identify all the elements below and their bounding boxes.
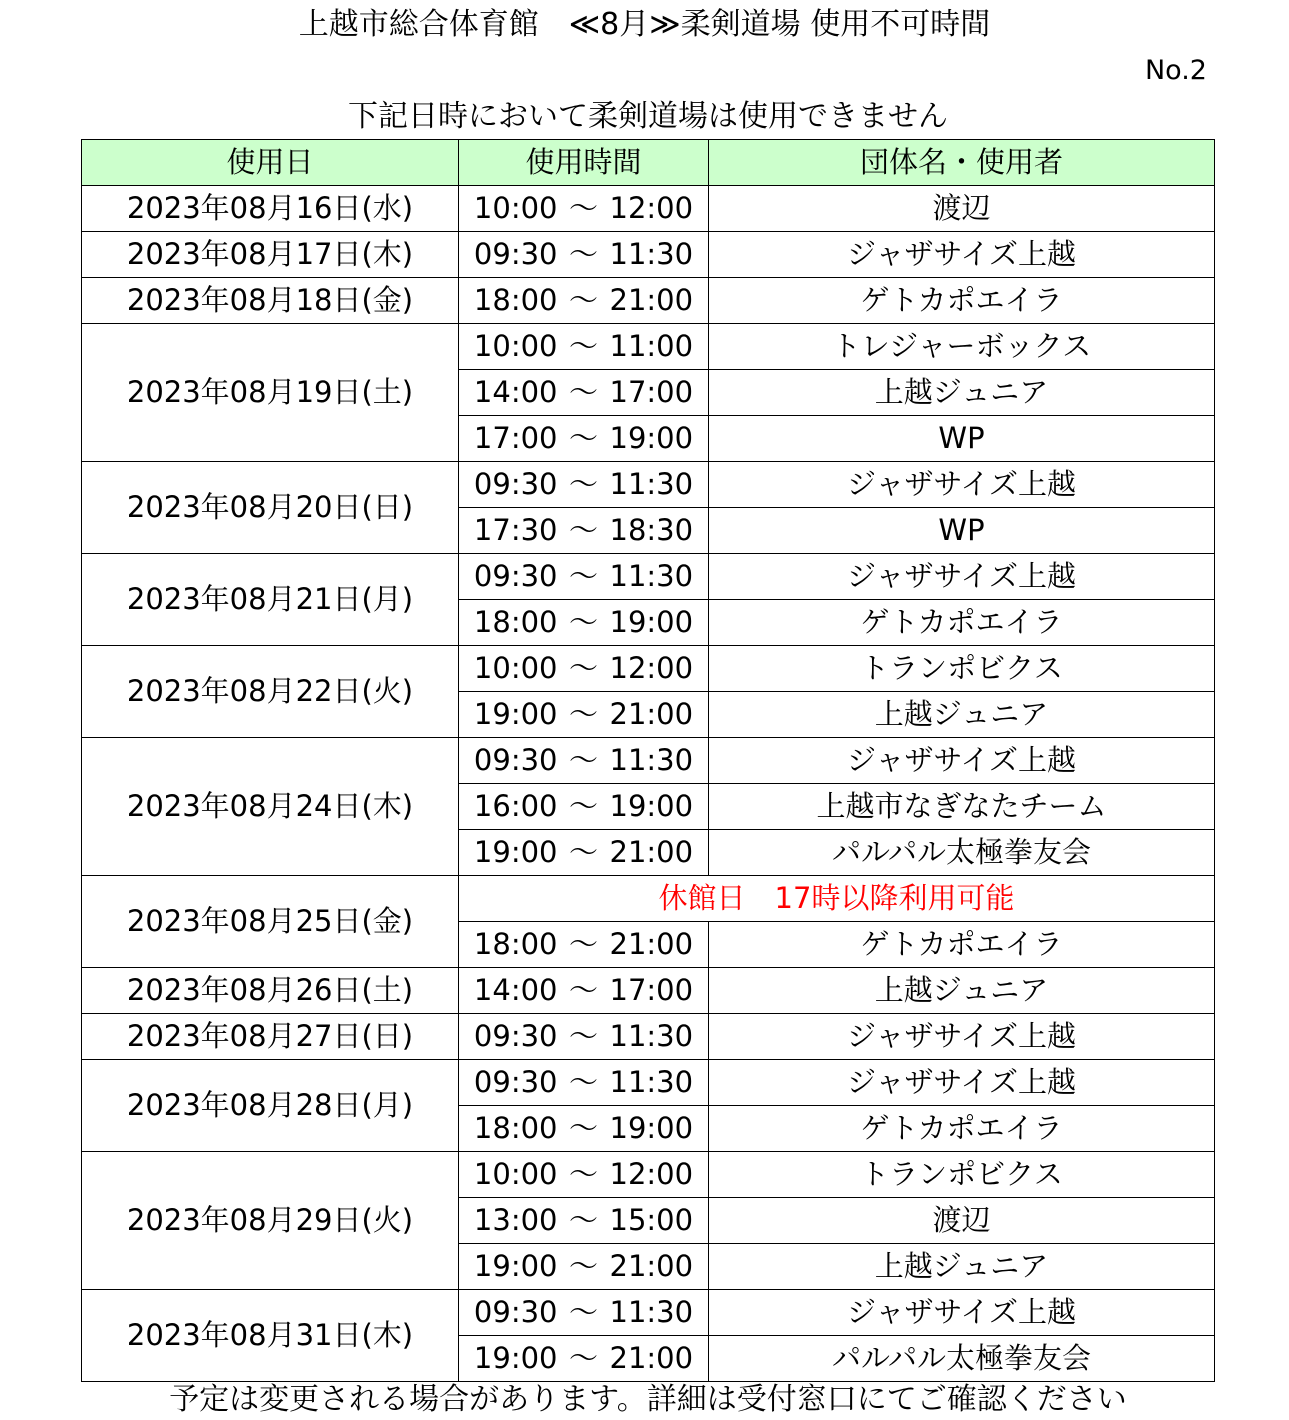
table-row: [82, 1152, 1215, 1198]
user-cell: ジャザサイズ上越: [709, 738, 1215, 784]
time-separator: ～: [568, 651, 598, 685]
table-header-row: [82, 140, 1215, 186]
end-time: 11:30: [609, 743, 694, 777]
start-time: 13:00: [473, 1203, 558, 1237]
table-row: [82, 278, 1215, 324]
time-separator: ～: [568, 467, 598, 501]
time-cell: [459, 324, 709, 370]
time-cell: [459, 370, 709, 416]
end-time: 21:00: [609, 1341, 694, 1375]
date-cell: 2023年08月19日(土): [82, 324, 459, 462]
time-cell: [459, 232, 709, 278]
time-cell: [459, 1060, 709, 1106]
table-row: [82, 968, 1215, 1014]
end-time: 21:00: [609, 697, 694, 731]
time-cell: [459, 278, 709, 324]
date-cell: 2023年08月27日(日): [82, 1014, 459, 1060]
time-cell: [459, 922, 709, 968]
end-time: 11:00: [609, 329, 694, 363]
time-cell: [459, 1290, 709, 1336]
date-cell: 2023年08月21日(月): [82, 554, 459, 646]
user-cell: トランポビクス: [709, 1152, 1215, 1198]
time-cell: [459, 1014, 709, 1060]
start-time: 10:00: [473, 651, 558, 685]
time-separator: ～: [568, 927, 598, 961]
user-cell: トランポビクス: [709, 646, 1215, 692]
time-cell: [459, 186, 709, 232]
start-time: 18:00: [473, 1111, 558, 1145]
end-time: 21:00: [609, 835, 694, 869]
end-time: 11:30: [609, 1295, 694, 1329]
start-time: 18:00: [473, 605, 558, 639]
time-cell: [459, 508, 709, 554]
end-time: 11:30: [609, 467, 694, 501]
table-row: [82, 646, 1215, 692]
start-time: 18:00: [473, 927, 558, 961]
end-time: 21:00: [609, 283, 694, 317]
time-cell: [459, 1336, 709, 1382]
date-cell: 2023年08月18日(金): [82, 278, 459, 324]
closed-day-note: 休館日 17時以降利用可能: [459, 876, 1215, 922]
table-row: [82, 876, 1215, 922]
time-cell: [459, 646, 709, 692]
start-time: 09:30: [473, 1019, 558, 1053]
page-title: 上越市総合体育館 ≪8月≫柔剣道場 使用不可時間: [298, 7, 991, 42]
user-cell: ジャザサイズ上越: [709, 232, 1215, 278]
time-separator: ～: [568, 375, 598, 409]
user-cell: 渡辺: [709, 1198, 1215, 1244]
start-time: 19:00: [473, 1249, 558, 1283]
user-cell: ジャザサイズ上越: [709, 554, 1215, 600]
time-separator: ～: [568, 835, 598, 869]
time-cell: [459, 1244, 709, 1290]
date-cell: 2023年08月16日(水): [82, 186, 459, 232]
time-separator: ～: [568, 191, 598, 225]
user-cell: トレジャーボックス: [709, 324, 1215, 370]
date-cell: 2023年08月20日(日): [82, 462, 459, 554]
column-header-user: 団体名・使用者: [709, 140, 1215, 186]
user-cell: 上越市なぎなたチーム: [709, 784, 1215, 830]
table-row: [82, 1014, 1215, 1060]
start-time: 17:30: [473, 513, 558, 547]
start-time: 14:00: [473, 973, 558, 1007]
user-cell: ジャザサイズ上越: [709, 1290, 1215, 1336]
user-cell: ジャザサイズ上越: [709, 1014, 1215, 1060]
date-cell: 2023年08月17日(木): [82, 232, 459, 278]
end-time: 12:00: [609, 1157, 694, 1191]
table-row: [82, 324, 1215, 370]
start-time: 10:00: [473, 191, 558, 225]
end-time: 19:00: [609, 1111, 694, 1145]
time-separator: ～: [568, 283, 598, 317]
user-cell: パルパル太極拳友会: [709, 1336, 1215, 1382]
time-cell: [459, 462, 709, 508]
time-cell: [459, 1198, 709, 1244]
schedule-table: [81, 139, 1215, 1382]
time-cell: [459, 1152, 709, 1198]
time-separator: ～: [568, 237, 598, 271]
date-cell: 2023年08月24日(木): [82, 738, 459, 876]
time-separator: ～: [568, 513, 598, 547]
end-time: 21:00: [609, 1249, 694, 1283]
date-cell: 2023年08月22日(火): [82, 646, 459, 738]
end-time: 11:30: [609, 1065, 694, 1099]
time-separator: ～: [568, 329, 598, 363]
time-separator: ～: [568, 743, 598, 777]
start-time: 09:30: [473, 1295, 558, 1329]
user-cell: ゲトカポエイラ: [709, 1106, 1215, 1152]
end-time: 18:30: [609, 513, 694, 547]
start-time: 19:00: [473, 697, 558, 731]
start-time: 19:00: [473, 835, 558, 869]
start-time: 09:30: [473, 559, 558, 593]
end-time: 17:00: [609, 973, 694, 1007]
time-separator: ～: [568, 1341, 598, 1375]
time-cell: [459, 1106, 709, 1152]
user-cell: 上越ジュニア: [709, 1244, 1215, 1290]
start-time: 09:30: [473, 743, 558, 777]
start-time: 09:30: [473, 1065, 558, 1099]
time-separator: ～: [568, 973, 598, 1007]
time-separator: ～: [568, 1203, 598, 1237]
user-cell: 上越ジュニア: [709, 968, 1215, 1014]
time-cell: [459, 416, 709, 462]
end-time: 19:00: [609, 421, 694, 455]
table-row: [82, 554, 1215, 600]
start-time: 10:00: [473, 1157, 558, 1191]
table-row: [82, 738, 1215, 784]
start-time: 10:00: [473, 329, 558, 363]
user-cell: 渡辺: [709, 186, 1215, 232]
time-separator: ～: [568, 1295, 598, 1329]
document-number: No.2: [1144, 55, 1207, 86]
end-time: 21:00: [609, 927, 694, 961]
start-time: 16:00: [473, 789, 558, 823]
end-time: 19:00: [609, 789, 694, 823]
time-separator: ～: [568, 789, 598, 823]
start-time: 09:30: [473, 467, 558, 501]
footer-note: 予定は変更される場合があります。詳細は受付窓口にてご確認ください: [169, 1382, 1127, 1417]
time-cell: [459, 784, 709, 830]
notice-text: 下記日時において柔剣道場は使用できません: [348, 99, 948, 134]
user-cell: ゲトカポエイラ: [709, 922, 1215, 968]
table-row: [82, 462, 1215, 508]
start-time: 14:00: [473, 375, 558, 409]
time-separator: ～: [568, 1111, 598, 1145]
time-separator: ～: [568, 605, 598, 639]
user-cell: 上越ジュニア: [709, 692, 1215, 738]
table-row: [82, 186, 1215, 232]
time-separator: ～: [568, 421, 598, 455]
start-time: 18:00: [473, 283, 558, 317]
table-row: [82, 1290, 1215, 1336]
user-cell: ジャザサイズ上越: [709, 1060, 1215, 1106]
time-separator: ～: [568, 1249, 598, 1283]
date-cell: 2023年08月29日(火): [82, 1152, 459, 1290]
end-time: 11:30: [609, 237, 694, 271]
end-time: 19:00: [609, 605, 694, 639]
user-cell: ジャザサイズ上越: [709, 462, 1215, 508]
table-row: [82, 1060, 1215, 1106]
time-separator: ～: [568, 697, 598, 731]
time-cell: [459, 600, 709, 646]
time-cell: [459, 968, 709, 1014]
time-cell: [459, 692, 709, 738]
user-cell: 上越ジュニア: [709, 370, 1215, 416]
time-separator: ～: [568, 1019, 598, 1053]
end-time: 11:30: [609, 559, 694, 593]
time-cell: [459, 738, 709, 784]
time-separator: ～: [568, 1065, 598, 1099]
start-time: 19:00: [473, 1341, 558, 1375]
end-time: 12:00: [609, 651, 694, 685]
end-time: 11:30: [609, 1019, 694, 1053]
user-cell: ゲトカポエイラ: [709, 278, 1215, 324]
user-cell: ゲトカポエイラ: [709, 600, 1215, 646]
start-time: 09:30: [473, 237, 558, 271]
column-header-date: 使用日: [82, 140, 459, 186]
time-cell: [459, 830, 709, 876]
end-time: 12:00: [609, 191, 694, 225]
user-cell: WP: [709, 508, 1215, 554]
date-cell: 2023年08月25日(金): [82, 876, 459, 968]
column-header-time: 使用時間: [459, 140, 709, 186]
date-cell: 2023年08月28日(月): [82, 1060, 459, 1152]
end-time: 17:00: [609, 375, 694, 409]
date-cell: 2023年08月26日(土): [82, 968, 459, 1014]
time-cell: [459, 554, 709, 600]
time-separator: ～: [568, 559, 598, 593]
user-cell: パルパル太極拳友会: [709, 830, 1215, 876]
date-cell: 2023年08月31日(木): [82, 1290, 459, 1382]
schedule-body: [82, 186, 1215, 1382]
end-time: 15:00: [609, 1203, 694, 1237]
table-row: [82, 232, 1215, 278]
time-separator: ～: [568, 1157, 598, 1191]
start-time: 17:00: [473, 421, 558, 455]
user-cell: WP: [709, 416, 1215, 462]
